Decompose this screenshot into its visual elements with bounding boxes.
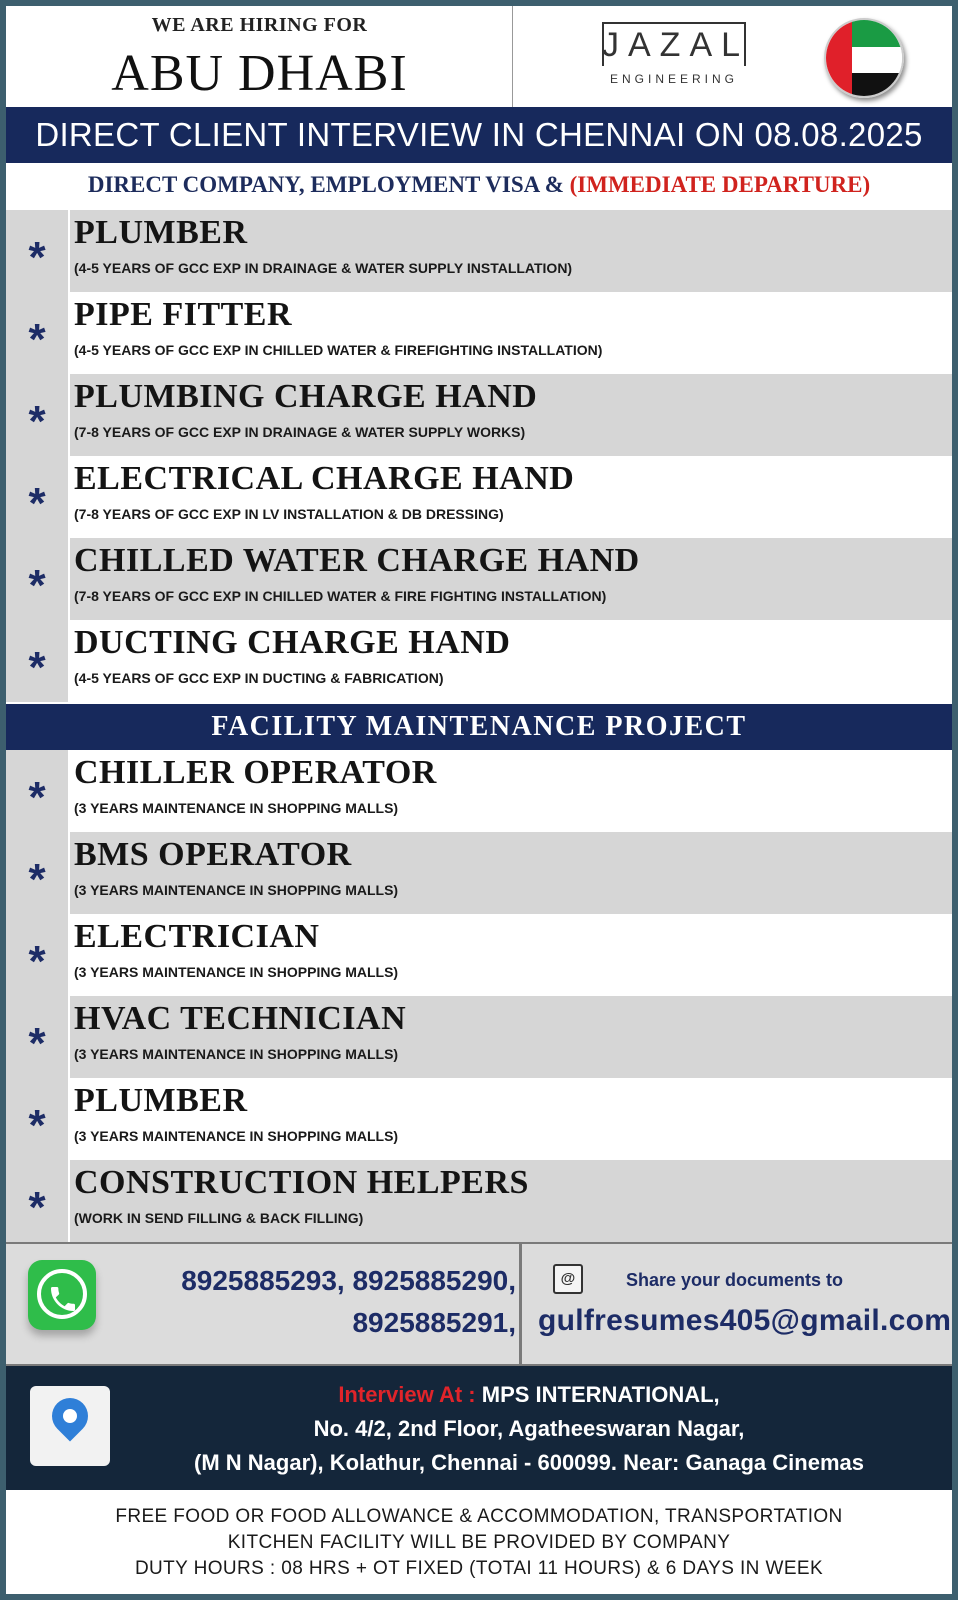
benefits-section xyxy=(6,1496,952,1594)
job-title: ELECTRICAL CHARGE HAND xyxy=(74,460,575,497)
job-panel xyxy=(70,1078,952,1160)
address-text xyxy=(106,1378,952,1480)
job-row xyxy=(6,1078,952,1160)
job-panel xyxy=(70,832,952,914)
interview-banner: DIRECT CLIENT INTERVIEW IN CHENNAI ON 08.08.2025 xyxy=(6,107,952,163)
job-row xyxy=(6,538,952,620)
job-row xyxy=(6,996,952,1078)
visa-subline xyxy=(6,163,952,207)
job-detail: (4-5 YEARS OF GCC EXP IN DRAINAGE & WATER SUPPLY INSTALLATION) xyxy=(74,260,573,276)
flag-white-stripe xyxy=(852,47,904,73)
job-panel xyxy=(70,456,952,538)
job-detail: (7-8 YEARS OF GCC EXP IN DRAINAGE & WATER SUPPLY WORKS) xyxy=(74,424,526,440)
phone-numbers-line-2[interactable]: 8925885291, xyxy=(352,1307,516,1338)
job-row xyxy=(6,620,952,702)
benefit-line: FREE FOOD OR FOOD ALLOWANCE & ACCOMMODATION, TRANSPORTATION xyxy=(115,1506,843,1527)
asterisk-bullet-icon: * xyxy=(6,210,68,292)
job-detail: (3 YEARS MAINTENANCE IN SHOPPING MALLS) xyxy=(74,800,399,816)
job-title: CHILLER OPERATOR xyxy=(74,754,437,791)
immediate-departure-text: (IMMEDIATE DEPARTURE) xyxy=(569,172,871,197)
job-panel xyxy=(70,374,952,456)
asterisk-bullet-icon: * xyxy=(6,620,68,702)
job-title: PLUMBER xyxy=(74,1082,248,1119)
hiring-block xyxy=(6,6,513,107)
asterisk-bullet-icon: * xyxy=(6,374,68,456)
email-envelope-icon: @ xyxy=(553,1264,583,1294)
asterisk-bullet-icon: * xyxy=(6,1160,68,1242)
whatsapp-phone-icon xyxy=(28,1260,96,1330)
asterisk-bullet-icon: * xyxy=(6,914,68,996)
asterisk-bullet-icon: * xyxy=(6,538,68,620)
asterisk-bullet-icon: * xyxy=(6,456,68,538)
job-title: PIPE FITTER xyxy=(74,296,293,333)
city-title: ABU DHABI xyxy=(111,45,408,102)
job-detail: (3 YEARS MAINTENANCE IN SHOPPING MALLS) xyxy=(74,1046,399,1062)
job-row xyxy=(6,374,952,456)
asterisk-bullet-icon: * xyxy=(6,750,68,832)
job-detail: (3 YEARS MAINTENANCE IN SHOPPING MALLS) xyxy=(74,1128,399,1144)
job-detail: (7-8 YEARS OF GCC EXP IN LV INSTALLATION & DB DRESSING) xyxy=(74,506,504,522)
job-title: HVAC TECHNICIAN xyxy=(74,1000,407,1037)
job-panel xyxy=(70,620,952,702)
job-title: DUCTING CHARGE HAND xyxy=(74,624,511,661)
job-detail: (WORK IN SEND FILLING & BACK FILLING) xyxy=(74,1210,364,1226)
handset-icon xyxy=(47,1279,79,1319)
poster-header xyxy=(6,6,952,107)
interview-at-label: Interview At : xyxy=(338,1382,482,1407)
flag-black-stripe xyxy=(852,73,904,98)
uae-flag-icon xyxy=(824,18,904,98)
share-documents-label: Share your documents to xyxy=(626,1270,844,1290)
job-title: PLUMBER xyxy=(74,214,248,251)
benefit-line: DUTY HOURS : 08 HRS + OT FIXED (TOTAI 11 HOURS) & 6 DAYS IN WEEK xyxy=(134,1558,824,1579)
job-detail: (3 YEARS MAINTENANCE IN SHOPPING MALLS) xyxy=(74,964,399,980)
flag-red-stripe xyxy=(826,20,852,98)
logo-subtitle: ENGINEERING xyxy=(609,72,738,86)
job-row xyxy=(6,456,952,538)
job-panel xyxy=(70,750,952,832)
job-panel xyxy=(70,210,952,292)
address-line-2: No. 4/2, 2nd Floor, Agatheeswaran Nagar, xyxy=(313,1416,745,1441)
job-row xyxy=(6,750,952,832)
job-row xyxy=(6,1160,952,1242)
subline-main: DIRECT COMPANY, EMPLOYMENT VISA & xyxy=(87,172,570,197)
job-panel xyxy=(70,292,952,374)
hiring-for-text: WE ARE HIRING FOR xyxy=(151,14,368,36)
job-panel xyxy=(70,1160,952,1242)
job-title: BMS OPERATOR xyxy=(74,836,352,873)
pin-dot xyxy=(63,1409,77,1423)
interview-address-section xyxy=(6,1366,952,1490)
location-pin-icon xyxy=(30,1386,110,1466)
job-row xyxy=(6,210,952,292)
job-panel xyxy=(70,914,952,996)
asterisk-bullet-icon: * xyxy=(6,292,68,374)
facility-maintenance-heading: FACILITY MAINTENANCE PROJECT xyxy=(6,704,952,750)
job-title: CHILLED WATER CHARGE HAND xyxy=(74,542,640,579)
job-row xyxy=(6,292,952,374)
job-title: ELECTRICIAN xyxy=(74,918,320,955)
benefit-line: KITCHEN FACILITY WILL BE PROVIDED BY COMPANY xyxy=(227,1532,731,1553)
address-line-3: (M N Nagar), Kolathur, Chennai - 600099. Near: Ganaga Cinemas xyxy=(194,1450,864,1475)
contact-divider xyxy=(519,1244,522,1364)
job-title: PLUMBING CHARGE HAND xyxy=(74,378,538,415)
job-row xyxy=(6,832,952,914)
flag-green-stripe xyxy=(852,20,904,47)
job-detail: (4-5 YEARS OF GCC EXP IN CHILLED WATER & FIREFIGHTING INSTALLATION) xyxy=(74,342,603,358)
venue-name: MPS INTERNATIONAL, xyxy=(481,1382,720,1407)
job-row xyxy=(6,914,952,996)
phone-numbers-line-1[interactable]: 8925885293, 8925885290, xyxy=(181,1265,516,1296)
email-address-link[interactable]: gulfresumes405@gmail.com xyxy=(538,1304,952,1337)
asterisk-bullet-icon: * xyxy=(6,996,68,1078)
asterisk-bullet-icon: * xyxy=(6,832,68,914)
job-panel xyxy=(70,996,952,1078)
jazal-engineering-logo xyxy=(602,22,750,92)
job-detail: (7-8 YEARS OF GCC EXP IN CHILLED WATER & FIRE FIGHTING INSTALLATION) xyxy=(74,588,607,604)
job-detail: (4-5 YEARS OF GCC EXP IN DUCTING & FABRICATION) xyxy=(74,670,444,686)
job-panel xyxy=(70,538,952,620)
contact-section xyxy=(6,1242,952,1366)
logo-word: JAZAL xyxy=(602,26,750,64)
phone-numbers xyxy=(116,1260,516,1344)
asterisk-bullet-icon: * xyxy=(6,1078,68,1160)
job-detail: (3 YEARS MAINTENANCE IN SHOPPING MALLS) xyxy=(74,882,399,898)
address-line-1 xyxy=(106,1378,952,1412)
job-title: CONSTRUCTION HELPERS xyxy=(74,1164,529,1201)
